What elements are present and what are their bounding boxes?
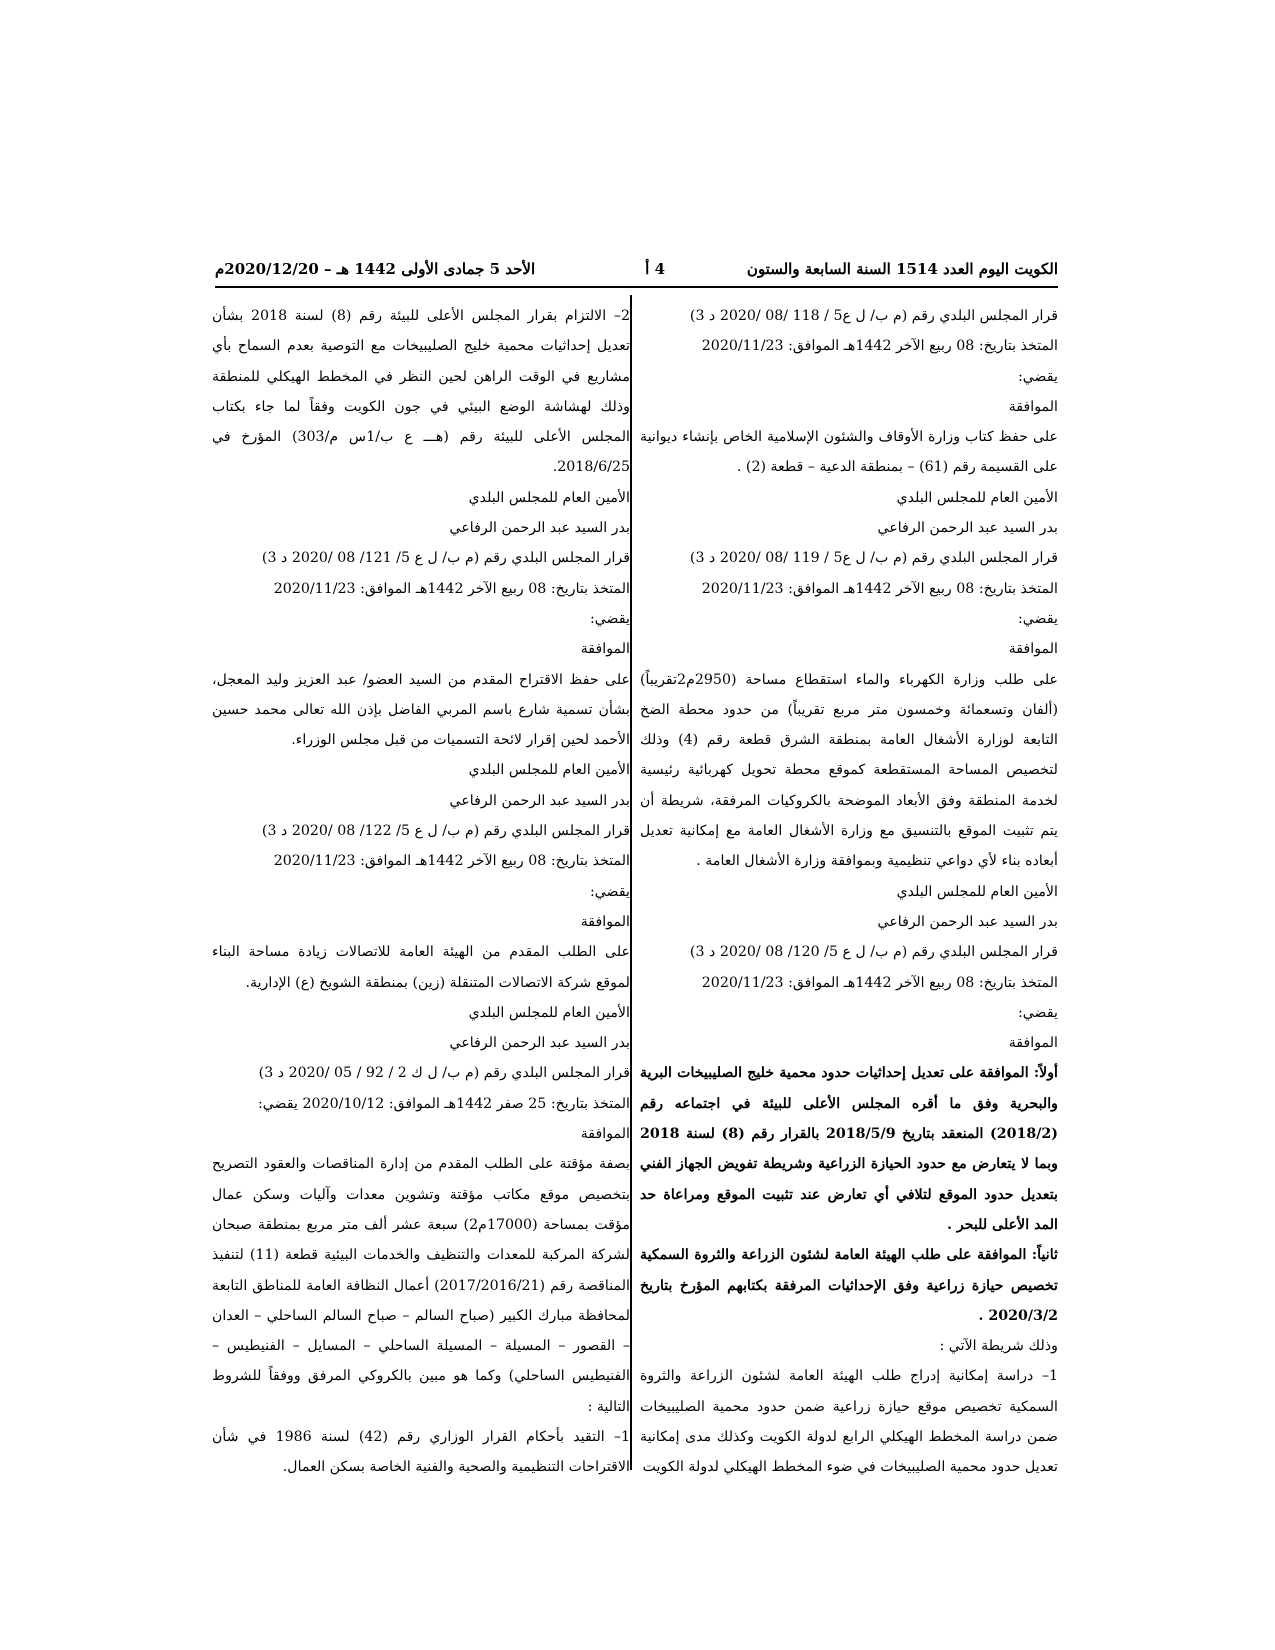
paragraph: على طلب وزارة الكهرباء والماء استقطاع مساحة (2950م2تقريباً) (ألفان وتسعمائة وخمسون متر مربع تقريباً) من حدود محطة الضخ التابعة لوزارة الأشغال العامة بمنطقة الشرق قطعة رقم (4) وذلك لتخصيص المساحة المستقطعة كموقع محطة تحويل كهربائية رئيسية لخدمة المنطقة وفق الأبعاد الموضحة بالكروكيات المرفقة، شريطة أن يتم تثبيت الموقع بالتنسيق مع وزارة الأشغال العامة مع إمكانية تعديل أبعاده بناء لأي دواعي تنظيمية وبموافقة وزارة الأشغال العامة . <box>640 671 1058 870</box>
paragraph: 2– الالتزام بقرار المجلس الأعلى للبيئة رقم (8) لسنة 2018 بشأن تعديل إحداثيات محمية خليج الصليبيخات مع التوصية بعدم السماح بأي مشاريع في الوقت الراهن لحين النظر في المخطط الهيكلي للمنطقة وذلك لهشاشة الوضع البيئي في جون الكويت وفقاً لما جاء بكتاب المجلس الأعلى للبيئة رقم (هـــ ع ب/1س م/303) المؤرخ في 2018/6/25. <box>212 308 631 476</box>
paragraph: الأمين العام للمجلس البلدي <box>468 1004 630 1021</box>
paragraph: قرار المجلس البلدي رقم (م ب/ ل ع 5/ 120/ 08 /2020 د 3) <box>689 944 1058 961</box>
paragraph: بدر السيد عبد الرحمن الرفاعي <box>449 792 630 809</box>
paragraph: بدر السيد عبد الرحمن الرفاعي <box>449 520 630 537</box>
paragraph: على الطلب المقدم من الهيئة العامة للاتصالات زيادة مساحة البناء لموقع شركة الاتصالات المتنقلة (زين) بمنطقة الشويخ (ع) الإدارية. <box>212 944 630 991</box>
paragraph: بدر السيد عبد الرحمن الرفاعي <box>877 913 1058 930</box>
right-column <box>640 301 1058 1483</box>
paragraph: على حفظ كتاب وزارة الأوقاف والشئون الإسلامية الخاص بإنشاء ديوانية على القسيمة رقم (61) – بمنطقة الدعية – قطعة (2) . <box>640 429 1058 476</box>
paragraph: بدر السيد عبد الرحمن الرفاعي <box>877 520 1058 537</box>
paragraph: المتخذ بتاريخ: 08 ربيع الآخر 1442هـ الموافق: 2020/11/23 <box>273 853 630 870</box>
header-page-number: 4 أ <box>645 260 665 278</box>
paragraph: وذلك شريطة الآتي : <box>939 1338 1058 1355</box>
header-rule <box>215 286 1058 288</box>
paragraph: يقضي: <box>1017 610 1058 627</box>
paragraph: الموافقة <box>580 641 630 658</box>
paragraph: المتخذ بتاريخ: 08 ربيع الآخر 1442هـ الموافق: 2020/11/23 <box>273 580 630 597</box>
paragraph: المتخذ بتاريخ: 08 ربيع الآخر 1442هـ الموافق: 2020/11/23 <box>701 338 1058 355</box>
header-date: الأحد 5 جمادى الأولى 1442 هـ – 2020/12/20م <box>215 260 536 278</box>
paragraph: يقضي: <box>589 610 630 627</box>
header-issue-info: الكويت اليوم العدد 1514 السنة السابعة والستون <box>746 260 1058 278</box>
paragraph: يقضي: <box>1017 1004 1058 1021</box>
paragraph: بدر السيد عبد الرحمن الرفاعي <box>449 1035 630 1052</box>
paragraph: 1– التقيد بأحكام القرار الوزاري رقم (42) لسنة 1986 في شأن الاقتراحات التنظيمية والصحية والفنية الخاصة بسكن العمال. <box>212 1428 631 1476</box>
paragraph: الأمين العام للمجلس البلدي <box>468 762 630 779</box>
paragraph: بصفة مؤقتة على الطلب المقدم من إدارة المناقصات والعقود التصريح بتخصيص موقع مكاتب مؤقتة وتشوين معدات وآليات وسكن عمال مؤقت بمساحة (17000م2) سبعة عشر ألف متر مربع بمنطقة صبحان لشركة المركبة للمعدات والتنظيف والخدمات البيئية قطعة (11) لتنفيذ المناقصة رقم (2017/2016/21) أعمال النظافة العامة للمناطق التابعة لمحافظة مبارك الكبير (صباح السالم – صباح السالم الساحلي – العدان – القصور – المسيلة – المسيلة الساحلي – المسايل – الفنيطيس – الفنيطيس الساحلي) وكما هو مبين بالكروكي المرفق ووفقاً للشروط التالية : <box>212 1156 630 1415</box>
paragraph: قرار المجلس البلدي رقم (م ب/ ل ع5 / 119 /08 /2020 د 3) <box>689 550 1058 567</box>
paragraph: الموافقة <box>1008 641 1058 658</box>
paragraph: الأمين العام للمجلس البلدي <box>468 489 630 506</box>
paragraph: 1– دراسة إمكانية إدراج طلب الهيئة العامة لشئون الزراعة والثروة السمكية تخصيص موقع حيازة زراعية ضمن حدود محمية الصليبيخات ضمن دراسة المخطط الهيكلي الرابع لدولة الكويت وكذلك مدى إمكانية تعديل حدود محمية الصليبيخات في ضوء المخطط الهيكلي لدولة الكويت <box>640 1368 1058 1476</box>
paragraph: على حفظ الاقتراح المقدم من السيد العضو/ عبد العزيز وليد المعجل، بشأن تسمية شارع باسم المربي الفاضل بإذن الله تعالى محمد حسين الأحمد لحين إقرار لائحة التسميات من قبل مجلس الوزراء. <box>212 671 630 749</box>
paragraph: الموافقة <box>580 913 630 930</box>
paragraph: ثانياً: الموافقة على طلب الهيئة العامة لشئون الزراعة والثروة السمكية تخصيص حيازة زراعية وفق الإحداثيات المرفقة بكتابهم المؤرخ بتاريخ 2020/3/2 . <box>640 1247 1058 1324</box>
page-header <box>215 258 1058 284</box>
paragraph: قرار المجلس البلدي رقم (م ب/ ل ع5 / 118 /08 /2020 د 3) <box>689 308 1058 324</box>
paragraph: الموافقة <box>1008 1035 1058 1052</box>
paragraph: الأمين العام للمجلس البلدي <box>896 489 1058 506</box>
paragraph: قرار المجلس البلدي رقم (م ب/ ل ع 5/ 121/ 08 /2020 د 3) <box>261 550 630 567</box>
left-column <box>212 301 630 1483</box>
paragraph: الموافقة <box>1008 398 1058 415</box>
paragraph: الموافقة <box>580 1126 630 1143</box>
paragraph: المتخذ بتاريخ: 08 ربيع الآخر 1442هـ الموافق: 2020/11/23 <box>701 580 1058 597</box>
paragraph: أولاً: الموافقة على تعديل إحداثيات حدود محمية خليج الصليبيخات البرية والبحرية وفق ما أقره المجلس الأعلى للبيئة في اجتماعه رقم (2018/2) المنعقد بتاريخ 2018/5/9 بالقرار رقم (8) لسنة 2018 وبما لا يتعارض مع حدود الحيازة الزراعية وشريطة تفويض الجهاز الفني بتعديل حدود الموقع لتلافي أي تعارض عند تثبيت الموقع ومراعاة حد المد الأعلى للبحر . <box>640 1065 1058 1233</box>
paragraph: يقضي: <box>589 883 630 900</box>
paragraph: قرار المجلس البلدي رقم (م ب/ ل ع 5/ 122/ 08 /2020 د 3) <box>261 823 630 840</box>
paragraph: يقضي: <box>1017 368 1058 385</box>
paragraph: الأمين العام للمجلس البلدي <box>896 883 1058 900</box>
paragraph: المتخذ بتاريخ: 25 صفر 1442هـ الموافق: 2020/10/12 يقضي: <box>257 1095 630 1112</box>
paragraph: قرار المجلس البلدي رقم (م ب/ ل ك 2 / 92 / 05 /2020 د 3) <box>258 1065 630 1082</box>
paragraph: المتخذ بتاريخ: 08 ربيع الآخر 1442هـ الموافق: 2020/11/23 <box>701 974 1058 991</box>
column-divider <box>630 295 632 1470</box>
